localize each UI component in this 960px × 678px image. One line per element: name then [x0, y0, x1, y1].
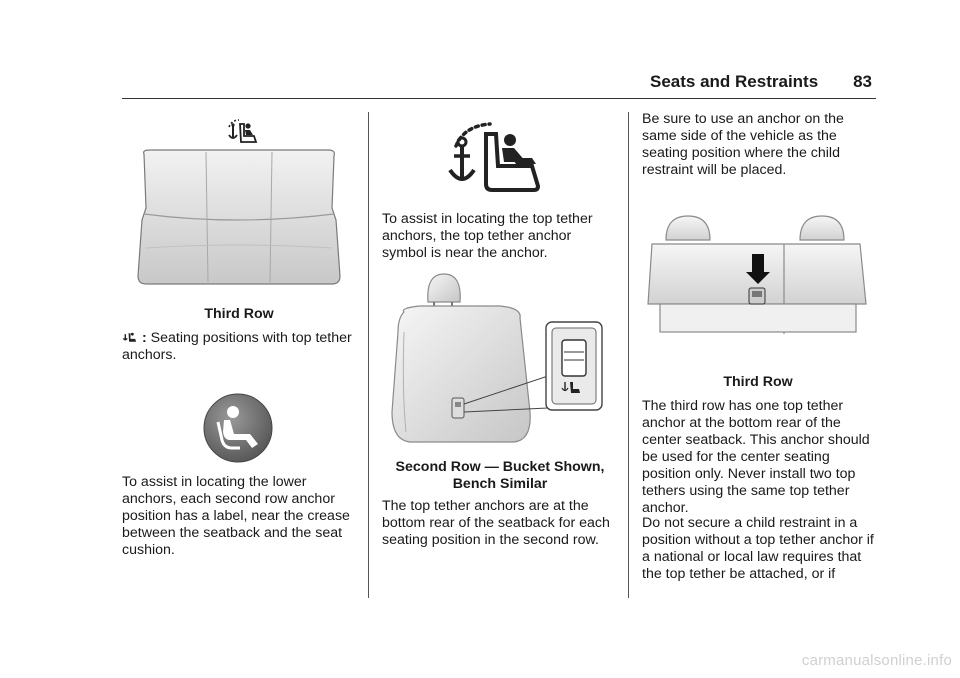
third-row-anchor-paragraph: The third row has one top tether anchor at the bottom rear of the center seatback. This anchor should be used for the center seating position only. Never install two top tethers using the same top tether anchor. — [642, 398, 870, 516]
second-row-anchor-paragraph: The top tether anchors are at the bottom rear of the seatback for each seating position in the second row. — [382, 498, 610, 548]
lower-anchor-icon — [196, 392, 280, 464]
third-row-rear-seat-illustration — [646, 212, 870, 336]
same-side-paragraph: Be sure to use an anchor on the same side of the vehicle as the seating position where the child restraint will be placed. — [642, 111, 844, 178]
page-number: 83 — [853, 72, 872, 91]
section-title: Seats and Restraints — [650, 72, 819, 91]
column-divider-2 — [628, 112, 629, 598]
law-requirement-paragraph: Do not secure a child restraint in a position without a top tether anchor if a national or local law requires that the top tether be attached, or if — [642, 515, 874, 582]
third-row-seat-illustration — [136, 148, 342, 288]
lower-anchor-paragraph: To assist in locating the lower anchors, each second row anchor position has a label, near the crease between the seatback and the seat cushion. — [122, 474, 350, 558]
figure-caption-third-row-rear: Third Row — [723, 374, 793, 390]
top-tether-symbol-paragraph: To assist in locating the top tether anchors, the top tether anchor symbol is near the anchor. — [382, 211, 593, 261]
header-rule — [122, 98, 876, 99]
column-divider-1 — [368, 112, 369, 598]
second-row-bucket-seat-illustration — [390, 272, 604, 446]
symbol-description — [122, 330, 352, 364]
tether-anchor-icon — [122, 330, 138, 344]
figure-caption-second-row: Second Row — Bucket Shown, Bench Similar — [395, 459, 605, 492]
figure-caption-third-row: Third Row — [204, 306, 274, 322]
symbol-colon: : — [141, 330, 147, 346]
symbol-text: Seating positions with top tether anchors. — [122, 330, 352, 363]
child-seat-icon — [446, 120, 548, 194]
tether-anchor-icon — [226, 118, 260, 146]
watermark: carmanualsonline.info — [801, 652, 952, 669]
